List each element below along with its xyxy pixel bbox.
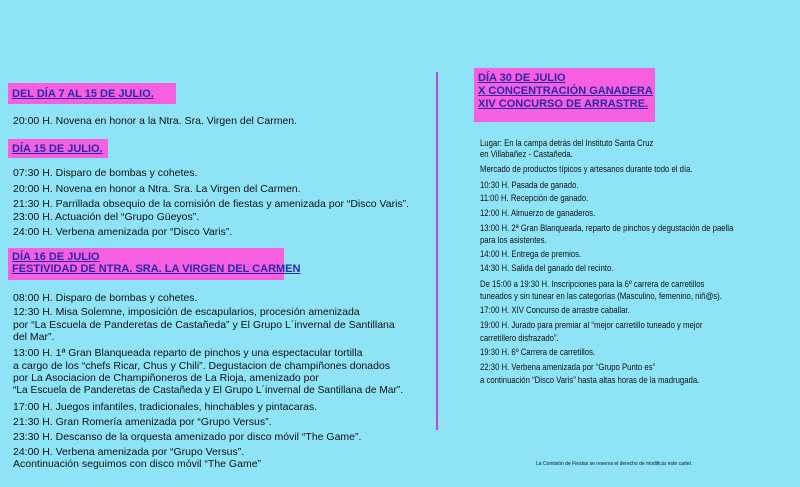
schedule-line: por La Asociacion de Champiñoneros de La Rioja, amenizado por xyxy=(13,372,319,384)
header-text: XIV CONCURSO DE ARRASTRE. xyxy=(478,98,649,110)
info-line: en Villabañez - Castañeda. xyxy=(480,149,573,159)
info-line: 19:00 H. Jurado para premiar al “mejor carretillo tuneado y mejor xyxy=(480,320,703,330)
info-line: 10:30 H. Pasada de ganado. xyxy=(480,180,579,190)
footnote: La Comisión de Fiestas se reserva el derecho de modificar este cartel. xyxy=(536,461,693,467)
header-jul-7-15 xyxy=(8,83,176,104)
info-line: 17:00 H. XIV Concurso de arrastre caballar. xyxy=(480,305,630,315)
schedule-line: 08:00 H. Disparo de bombas y cohetes. xyxy=(13,292,198,304)
header-text: DÍA 30 DE JULIO xyxy=(478,72,566,84)
info-line: Mercado de productos típicos y artesanos durante todo el día. xyxy=(480,164,693,174)
info-line: tuneados y sin tunear en las categorías (Masculino, femenino, niñ@s). xyxy=(480,291,722,301)
schedule-line: 24:00 H. Verbena amenizada por “Disco Varis”. xyxy=(13,226,233,238)
info-line: 14:30 H. Salida del ganado del recinto. xyxy=(480,263,614,273)
schedule-line: 24:00 H. Verbena amenizada por “Grupo Versus”. xyxy=(13,446,245,458)
info-line: 14:00 H. Entrega de premios. xyxy=(480,249,582,259)
schedule-line: 13:00 H. 1ª Gran Blanqueada reparto de pinchos y una espectacular tortilla xyxy=(13,347,363,359)
schedule-line: 07:30 H. Disparo de bombas y cohetes. xyxy=(13,167,198,179)
header-text: FESTIVIDAD DE NTRA. SRA. LA VIRGEN DEL CARMEN xyxy=(12,263,301,275)
header-jul-15 xyxy=(8,139,108,158)
info-line: a continuación “Disco Varis” hasta altas horas de la madrugada. xyxy=(480,375,700,385)
schedule-line: 20:00 H. Novena en honor a Ntra. Sra. La Virgen del Carmen. xyxy=(13,183,301,195)
schedule-line: Acontinuación seguimos con disco móvil “The Game” xyxy=(13,458,262,470)
schedule-line: por “La Escuela de Panderetas de Castañeda” y El Grupo L´invernal de Santillana xyxy=(13,319,395,331)
schedule-line: 17:00 H. Juegos infantiles, tradicionales, hinchables y pintacaras. xyxy=(13,401,318,413)
schedule-line: “La Escuela de Panderetas de Castañeda y El Grupo L´invernal de Santillana de Mar”. xyxy=(13,384,404,396)
header-text: DÍA 15 DE JULIO. xyxy=(12,143,103,155)
header-text: DEL DÍA 7 AL 15 DE JULIO. xyxy=(12,88,154,100)
info-line: 22:30 H. Verbena amenizada por “Grupo Punto es” xyxy=(480,362,656,372)
column-divider xyxy=(436,72,438,430)
info-line: carretillero disfrazado”. xyxy=(480,333,559,343)
info-line: Lugar: En la campa detrás del Instituto Santa Cruz xyxy=(480,138,654,148)
info-line: para los asistentes. xyxy=(480,235,547,245)
novena-line: 20:00 H. Novena en honor a la Ntra. Sra. Virgen del Carmen. xyxy=(13,115,298,127)
info-line: 13:00 H. 2ª Gran Blanqueada, reparto de pinchos y degustación de paella xyxy=(480,223,734,233)
header-text: DÍA 16 DE JULIO xyxy=(12,251,100,263)
schedule-line: 12:30 H. Misa Solemne, imposición de escapularios, procesión amenizada xyxy=(13,306,360,318)
info-line: De 15:00 a 19:30 H. Inscripciones para la 6º carrera de carretillos xyxy=(480,279,705,289)
header-jul-16 xyxy=(8,248,301,280)
info-line: 11:00 H. Recepción de ganado. xyxy=(480,193,589,203)
schedule-line: 21:30 H. Parrillada obsequio de la comisión de fiestas y amenizada por “Disco Varis”. xyxy=(13,198,410,210)
schedule-line: 23:30 H. Descanso de la orquesta amenizado por disco móvil “The Game”. xyxy=(13,431,362,443)
header-text: X CONCENTRACIÓN GANADERA xyxy=(478,85,653,97)
info-line: 12:00 H. Almuerzo de ganaderos. xyxy=(480,208,596,218)
schedule-line: 21:30 H. Gran Romería amenizada por “Grupo Versus”. xyxy=(13,416,272,428)
info-line: 19:30 H. 6º Carrera de carretillos. xyxy=(480,347,596,357)
header-jul-30 xyxy=(474,68,655,122)
schedule-line: del Mar”. xyxy=(13,331,55,343)
schedule-line: 23:00 H. Actuación del “Grupo Güeyos”. xyxy=(13,211,200,223)
schedule-line: a cargo de los “chefs Ricar, Chus y Chili”. Degustacion de champiñones donados xyxy=(13,360,391,372)
